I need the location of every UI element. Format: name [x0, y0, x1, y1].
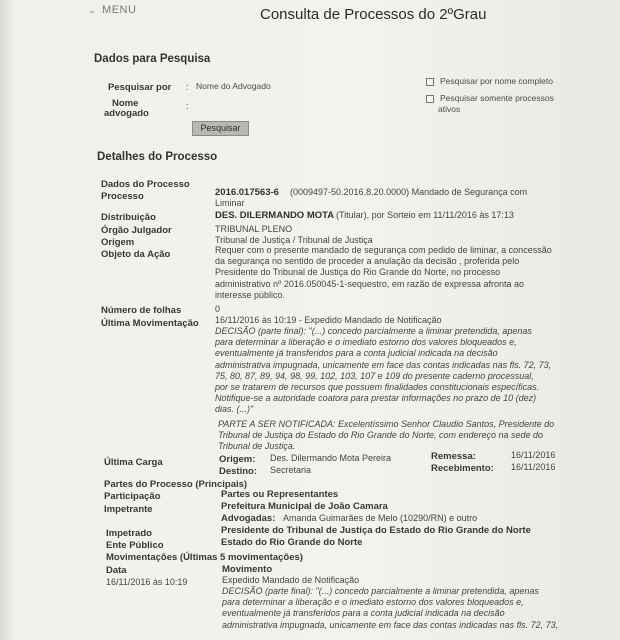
full-name-option-label: Pesquisar por nome completo: [440, 76, 553, 86]
search-by-label: Pesquisar por: [108, 82, 172, 93]
petitioner-label: Impetrante: [104, 504, 153, 515]
movements-title: Movimentações (Últimas 5 movimentações): [106, 552, 303, 563]
search-button[interactable]: Pesquisar: [192, 121, 249, 136]
page-title: Consulta de Processos do 2ºGrau: [260, 6, 487, 23]
last-movement-head: 16/11/2016 às 10:19 - Expedido Mandado de Notificação: [215, 315, 442, 325]
chevron-down-icon: ⌄: [88, 5, 97, 15]
petitioner-value: Prefeitura Municipal de João Camara: [221, 501, 388, 512]
movements-movement-header: Movimento: [222, 564, 273, 575]
party-to-notify-line: PARTE A SER NOTIFICADA: Excelentíssimo Senhor Claudio Santos, Presidente do: [218, 419, 555, 429]
last-movement-line: eventualmente já transferidos para a conta judicial indicada na decisão: [215, 348, 498, 359]
search-section-title: Dados para Pesquisa: [94, 53, 211, 65]
menu-label: MENU: [102, 4, 137, 16]
participation-header: Participação: [104, 491, 161, 502]
action-object-line: Presidente do Tribunal de Justiça do Rio Grande do Norte, no processo: [215, 267, 501, 278]
active-only-option-label: Pesquisar somente processos: [440, 93, 554, 103]
action-object-line: Requer com o presente mandado de segurança com pedido de liminar, a concessão: [215, 245, 552, 255]
menu-button[interactable]: [88, 4, 136, 16]
public-entity-label: Ente Público: [106, 540, 164, 551]
active-only-option-label-2: ativos: [438, 104, 461, 114]
load-origin-label: Origem:: [219, 454, 256, 465]
lawyer-name-label-1: Nome: [112, 98, 139, 109]
remittance-label: Remessa:: [431, 451, 476, 462]
origin-value: Tribunal de Justiça / Tribunal de Justiça: [215, 235, 373, 245]
movement-line: DECISÃO (parte final): "(...) concedo parcialmente a liminar pretendida, apenas: [222, 586, 539, 596]
search-by-colon: :: [186, 82, 189, 92]
process-type-liminar: Liminar: [215, 198, 245, 208]
action-object-line: administrativo nº 2016.050045-1-sequestro, em razão de expressa afronta ao: [215, 278, 524, 289]
judging-body-value: TRIBUNAL PLENO: [215, 224, 293, 234]
parties-header: Partes ou Representantes: [221, 489, 339, 500]
distribution-label: Distribuição: [101, 212, 156, 223]
parties-title: Partes do Processo (Principais): [104, 479, 248, 490]
distribution-judge: DES. DILERMANDO MOTA: [215, 210, 335, 221]
last-movement-line: administrativa impugnada, unicamente em face das contas indicadas nas fls. 72, 73,: [215, 359, 552, 370]
movement-head: Expedido Mandado de Notificação: [222, 575, 360, 585]
search-by-select[interactable]: Nome do Advogado: [196, 81, 271, 91]
process-label: Processo: [101, 191, 144, 202]
action-object-line: interesse público.: [215, 289, 286, 300]
distribution-detail: (Titular), por Sorteio em 11/11/2016 às 17:13: [336, 210, 514, 220]
last-movement-line: dias. (...)": [215, 404, 254, 415]
last-movement-line: por se tratarem de recursos que possuem finalidades constitucionais específicas.: [215, 382, 540, 393]
remittance-value: 16/11/2016: [511, 450, 556, 460]
last-movement-line: para determinar a liberação e o imediato estorno dos valores bloqueados e,: [215, 337, 517, 348]
last-movement-label: Última Movimentação: [101, 318, 199, 329]
process-data-label: Dados do Processo: [101, 179, 190, 190]
respondent-label: Impetrado: [106, 528, 152, 539]
lawyer-name-label-2: advogado: [104, 108, 149, 119]
action-object-label: Objeto da Ação: [101, 249, 171, 260]
action-object-line: da segurança no sentido de proceder a anulação da decisão , proferida pelo: [215, 256, 520, 267]
action-object-text: [215, 245, 555, 301]
last-load-label: Última Carga: [104, 457, 163, 468]
movement-text: [222, 586, 567, 631]
lawyers-value: Amanda Guimarães de Melo (10290/RN) e outro: [283, 513, 478, 523]
process-number: 2016.017563-6: [215, 187, 279, 198]
last-movement-line: DECISÃO (parte final): "(...) concedo parcialmente a liminar pretendida, apenas: [215, 326, 532, 336]
last-movement-text: [215, 326, 560, 416]
receipt-label: Recebimento:: [431, 463, 494, 474]
movement-line: administrativa impugnada, unicamente em face das contas indicadas nas fls. 72, 73,: [222, 619, 559, 630]
process-number-detail: (0009497-50.2016.8.20.0000) Mandado de Segurança com: [290, 187, 528, 197]
party-to-notify-text: [218, 419, 563, 453]
party-to-notify-line: Tribunal de Justiça.: [218, 441, 296, 452]
respondent-value: Presidente do Tribunal de Justiça do Estado do Rio Grande do Norte: [221, 525, 531, 536]
origin-label: Origem: [101, 237, 135, 248]
page-count-value: 0: [215, 304, 221, 314]
load-destination-label: Destino:: [219, 466, 257, 477]
details-section-title: Detalhes do Processo: [97, 151, 218, 163]
page-count-label: Número de folhas: [101, 305, 182, 316]
movement-date: 16/11/2016 às 10:19: [106, 577, 188, 587]
lawyers-label: Advogadas:: [221, 513, 276, 524]
lawyer-name-colon: :: [186, 101, 189, 111]
party-to-notify-line: Tribunal de Justiça do Estado do Rio Grande do Norte, com endereço na sede do: [218, 430, 544, 441]
full-name-option[interactable]: [426, 76, 553, 86]
movement-line: eventualmente já transferidos para a conta judicial indicada na decisão: [222, 608, 505, 619]
load-destination-value: Secretaria: [270, 465, 312, 475]
receipt-value: 16/11/2016: [511, 462, 556, 472]
public-entity-value: Estado do Rio Grande do Norte: [221, 537, 363, 548]
load-origin-value: Des. Dilermando Mota Pereira: [270, 453, 392, 463]
active-only-checkbox[interactable]: [426, 95, 434, 103]
movement-line: para determinar a liberação e o imediato estorno dos valores bloqueados e,: [222, 597, 524, 608]
movements-date-header: Data: [106, 565, 127, 576]
lawyer-name-input[interactable]: [196, 98, 396, 110]
last-movement-line: Notifique-se a autoridade coatora para prestar informações no prazo de 10 (dez): [215, 393, 537, 404]
judging-body-label: Órgão Julgador: [101, 225, 172, 236]
active-only-option[interactable]: [426, 93, 554, 103]
last-movement-line: 75, 80, 87, 89, 94, 98, 99, 102, 103, 107 e 109 do presente caderno processual,: [215, 370, 534, 381]
full-name-checkbox[interactable]: [426, 78, 434, 86]
